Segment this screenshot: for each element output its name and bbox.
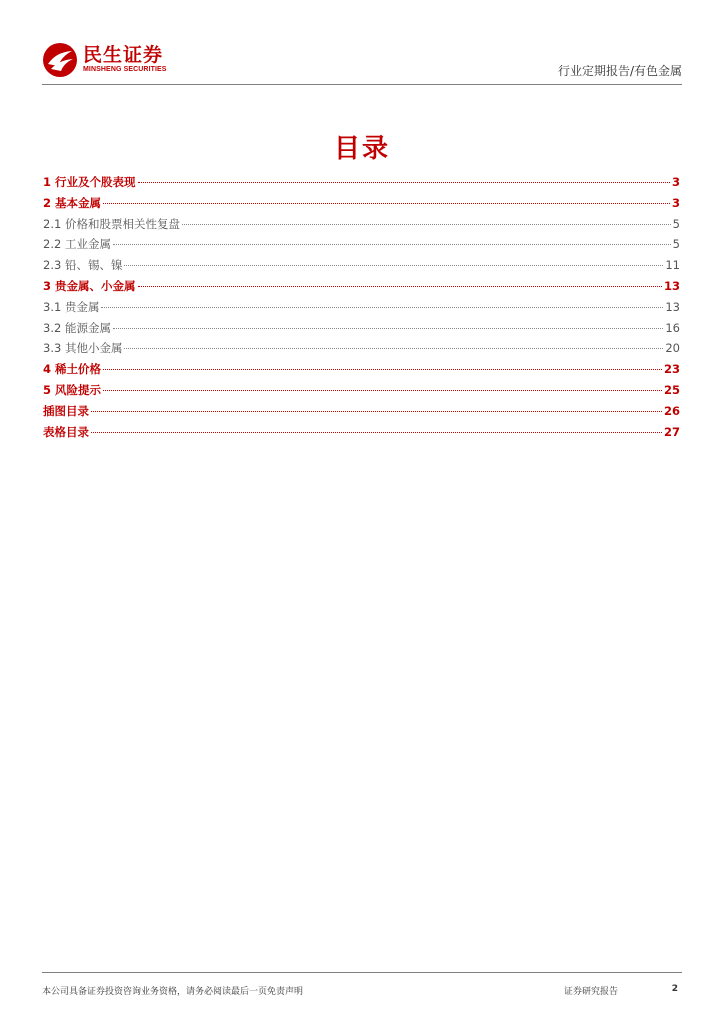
toc-entry-label: 4 稀土价格 <box>43 362 102 377</box>
toc-entry-page: 5 <box>672 237 680 252</box>
toc-entry[interactable] <box>43 257 680 278</box>
toc-entry-page: 26 <box>663 403 680 418</box>
footer-doc-type: 证券研究报告 <box>564 987 619 997</box>
toc-entry-label: 3.1 贵金属 <box>43 299 100 314</box>
toc-dot-leader <box>101 307 663 308</box>
toc-entry-page: 20 <box>665 341 680 356</box>
logo-english-name: MINSHENG SECURITIES <box>83 66 167 73</box>
toc-entry-label: 2.3 铅、锡、镍 <box>43 258 123 273</box>
toc-entry-label: 1 行业及个股表现 <box>43 175 136 189</box>
toc-entry[interactable] <box>43 382 680 403</box>
toc-dot-leader <box>113 244 671 245</box>
footer-disclaimer: 本公司具备证券投资咨询业务资格，请务必阅读最后一页免责声明 <box>42 987 304 997</box>
toc-entry-label: 表格目录 <box>43 424 89 439</box>
toc-entry[interactable] <box>43 236 680 257</box>
toc-entry[interactable] <box>43 320 680 341</box>
toc-dot-leader <box>113 328 663 329</box>
toc-entry-page: 23 <box>663 362 680 377</box>
toc-entry-page: 11 <box>665 258 680 273</box>
toc-dot-leader <box>91 432 662 433</box>
toc-entry-label: 3.2 能源金属 <box>43 320 111 335</box>
toc-entry-page: 5 <box>672 216 680 231</box>
page-number: 2 <box>671 984 678 994</box>
toc-entry-page: 13 <box>665 299 680 314</box>
toc-entry-page: 3 <box>671 195 680 210</box>
logo-chinese-name: 民生证券 <box>83 44 164 66</box>
toc-entry[interactable] <box>43 174 680 195</box>
toc-dot-leader <box>182 224 671 225</box>
toc-entry[interactable] <box>43 278 680 299</box>
toc-entry-page: 13 <box>663 278 680 293</box>
toc-dot-leader <box>103 369 662 370</box>
toc-dot-leader <box>138 286 662 287</box>
toc-dot-leader <box>103 203 670 204</box>
toc-entry-label: 2 基本金属 <box>43 195 102 210</box>
toc-entry-label: 插图目录 <box>43 403 89 418</box>
toc-entry[interactable] <box>43 340 680 361</box>
toc-entry[interactable] <box>43 424 680 445</box>
toc-entry[interactable] <box>43 299 680 320</box>
toc-entry[interactable] <box>43 216 680 237</box>
toc-entry-label: 3.3 其他小金属 <box>43 341 123 356</box>
toc-entry-label: 2.1 价格和股票相关性复盘 <box>43 216 180 231</box>
toc-entry-page: 25 <box>663 382 680 397</box>
toc-entry-label: 3 贵金属、小金属 <box>43 278 136 293</box>
report-category: 行业定期报告/有色金属 <box>557 64 682 78</box>
toc-entry-page: 16 <box>665 320 680 335</box>
toc-entry[interactable] <box>43 361 680 382</box>
toc-entry-label: 2.2 工业金属 <box>43 237 111 252</box>
toc-entry-page: 27 <box>663 424 680 439</box>
toc-dot-leader <box>138 182 670 183</box>
toc-entry[interactable] <box>43 195 680 216</box>
toc-entry-page: 3 <box>671 175 680 189</box>
page-footer <box>42 972 682 1001</box>
toc-dot-leader <box>124 348 663 349</box>
toc-entry-label: 5 风险提示 <box>43 382 102 397</box>
toc-heading: 目录 <box>333 134 390 164</box>
page-header <box>42 40 682 85</box>
toc-dot-leader <box>124 265 663 266</box>
toc-dot-leader <box>103 390 662 391</box>
minsheng-logo-icon <box>42 42 78 78</box>
company-logo <box>42 40 167 80</box>
table-of-contents <box>43 174 680 444</box>
toc-dot-leader <box>91 411 662 412</box>
toc-entry[interactable] <box>43 403 680 424</box>
